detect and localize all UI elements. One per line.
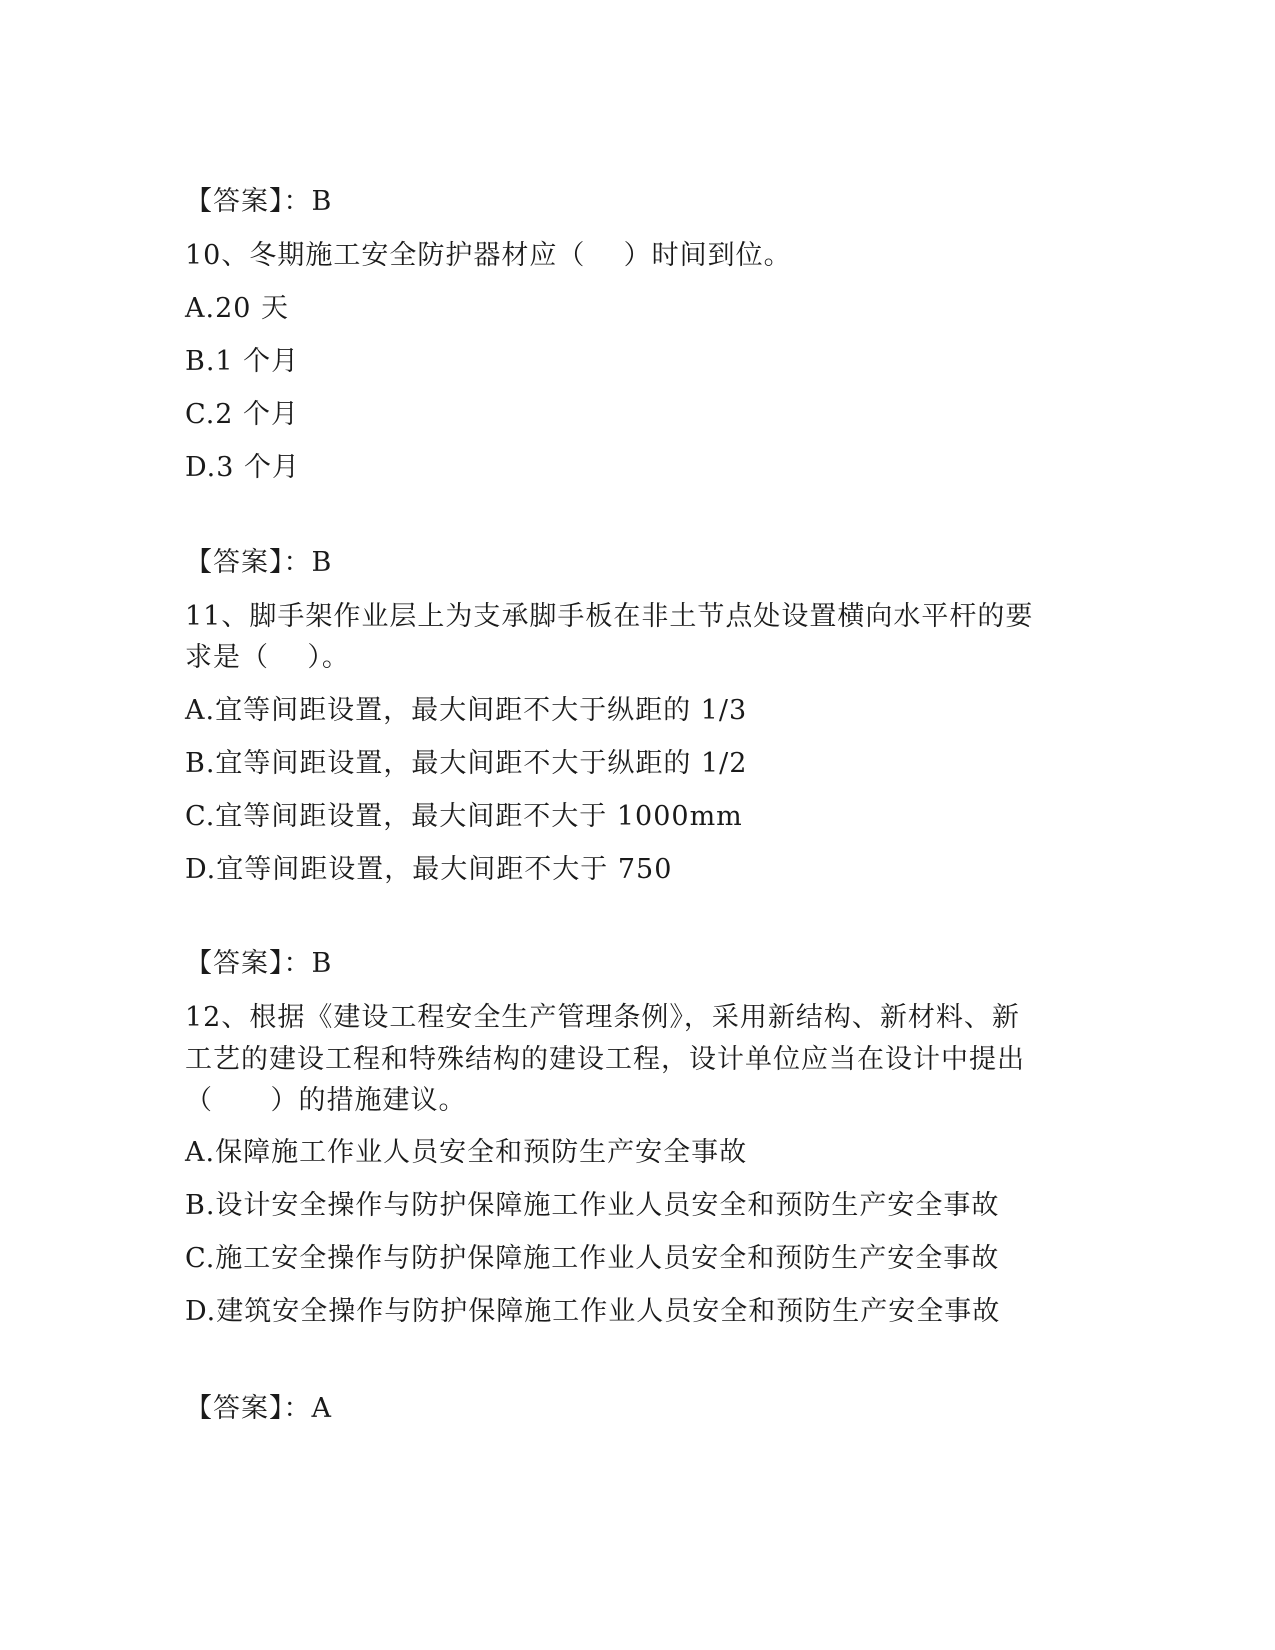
answer-line: 【答案】：B (185, 547, 333, 578)
question-text: 11、脚手架作业层上为支承脚手板在非土节点处设置横向水平杆的要 (185, 601, 1034, 632)
option-d: D.3 个月 (185, 452, 301, 483)
option-c: C.宜等间距设置，最大间距不大于 1000mm (185, 801, 743, 832)
option-c: C.施工安全操作与防护保障施工作业人员安全和预防生产安全事故 (185, 1243, 1000, 1274)
option-d: D.宜等间距设置，最大间距不大于 750 (185, 854, 673, 885)
question-text: 12、根据《建设工程安全生产管理条例》，采用新结构、新材料、新 (185, 1002, 1020, 1033)
answer-line: 【答案】：B (185, 186, 333, 217)
option-b: B.1 个月 (185, 346, 300, 377)
option-a: A.宜等间距设置，最大间距不大于纵距的 1/3 (185, 695, 748, 726)
question-text: 工艺的建设工程和特殊结构的建设工程，设计单位应当在设计中提出 (185, 1044, 1025, 1075)
question-text: 10、冬期施工安全防护器材应（ ）时间到位。 (185, 240, 792, 271)
answer-line: 【答案】：B (185, 948, 333, 979)
question-text: （ ）的措施建议。 (185, 1085, 467, 1116)
option-b: B.设计安全操作与防护保障施工作业人员安全和预防生产安全事故 (185, 1190, 1000, 1221)
option-c: C.2 个月 (185, 399, 300, 430)
option-a: A.20 天 (185, 293, 290, 324)
answer-line: 【答案】：A (185, 1393, 332, 1424)
option-d: D.建筑安全操作与防护保障施工作业人员安全和预防生产安全事故 (185, 1296, 1001, 1327)
question-text: 求是（ ）。 (185, 642, 350, 673)
option-b: B.宜等间距设置，最大间距不大于纵距的 1/2 (185, 748, 748, 779)
option-a: A.保障施工作业人员安全和预防生产安全事故 (185, 1137, 748, 1168)
